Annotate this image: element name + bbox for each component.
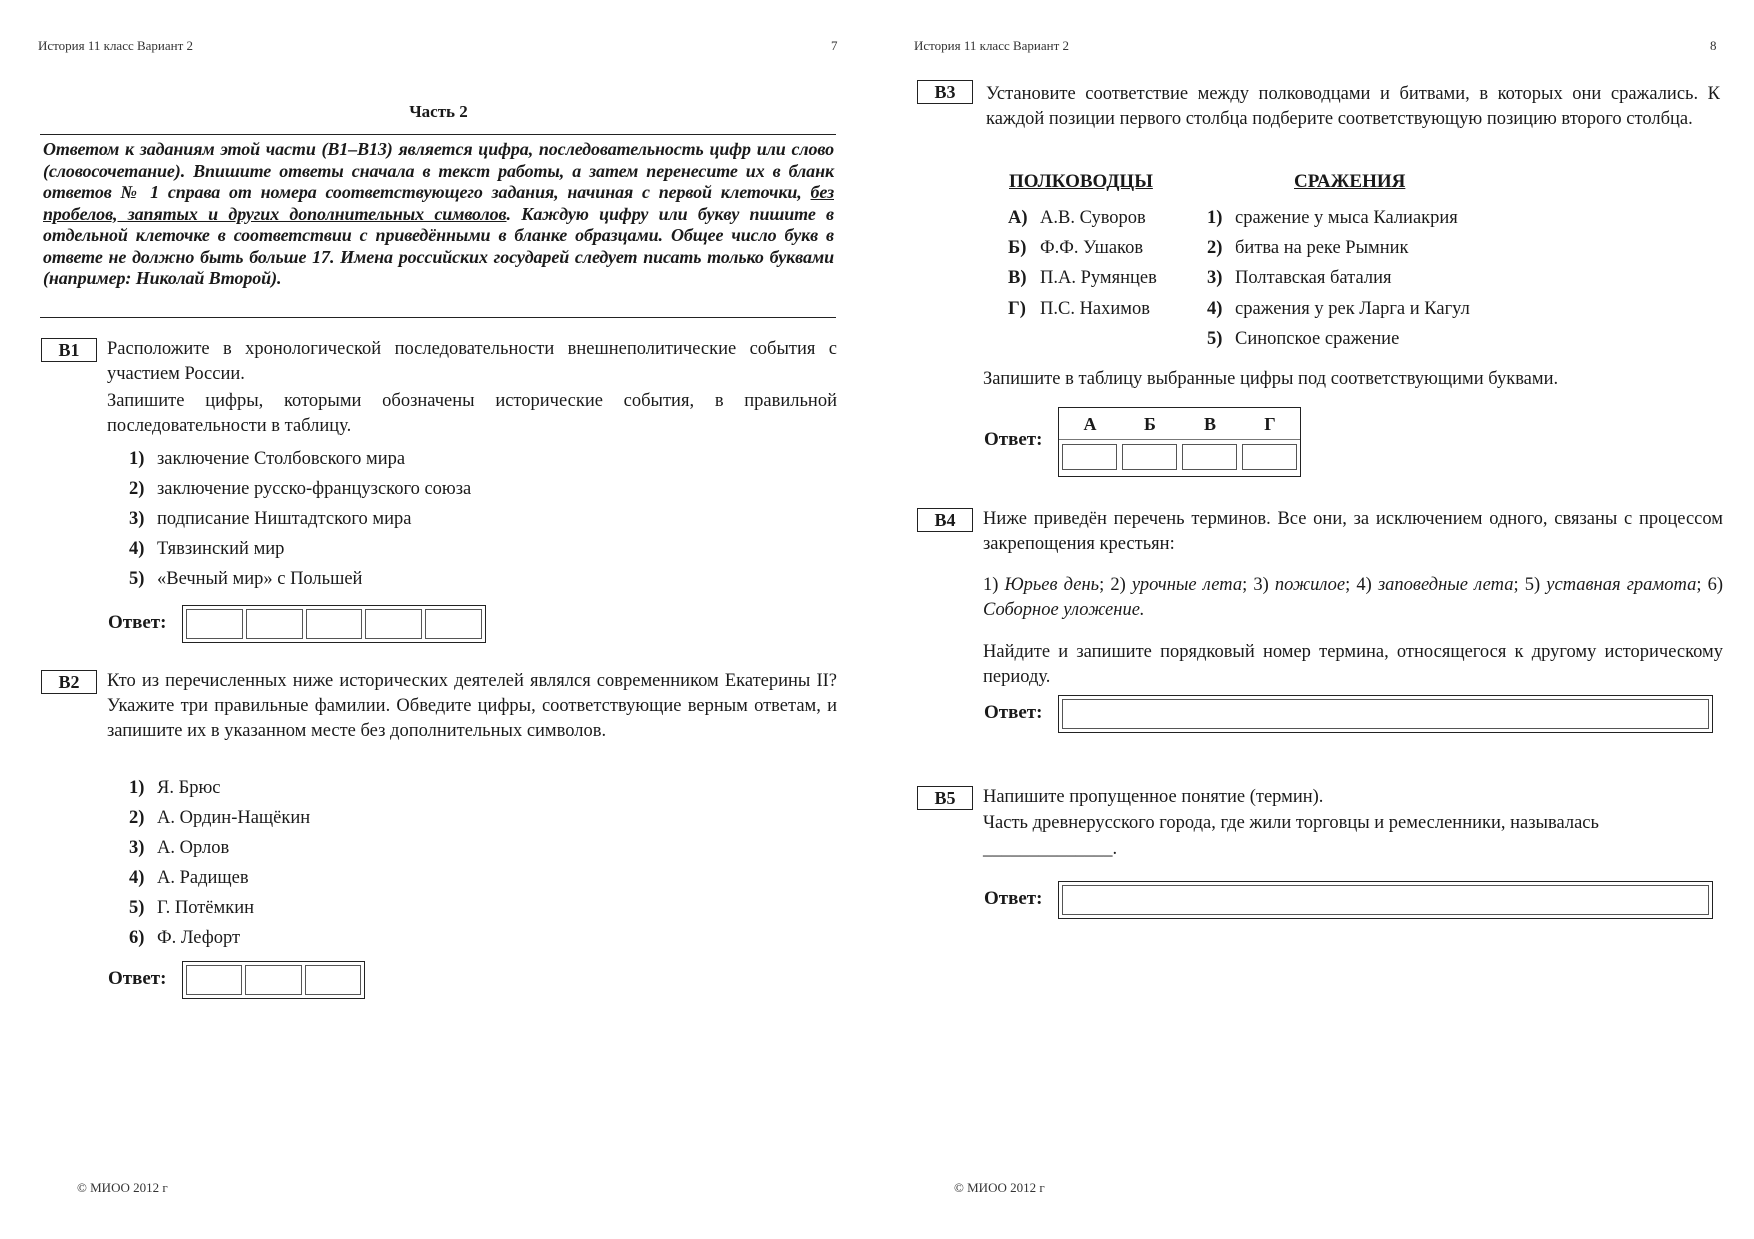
part-instructions: Ответом к заданиям этой части (В1–В13) является цифра, последовательность цифр или слово (словосочетание). Впишите ответы сначала в текст работы, а затем перенесите их в бланк ответов № 1 справа от номера соответствующего задания, начиная с первой клеточки, без пробелов, запятых и других дополнительных символов. Каждую цифру или букву пишите в отдельной клеточке в соответствии с приведёнными в бланке образцами. Общее число букв в ответе не должно быть больше 17. Имена российских государей следует писать только буквами (например: Николай Второй). — [43, 139, 834, 288]
b1-text-1: Расположите в хронологической последовательности внешнеполитические события с участием России. — [107, 339, 837, 384]
b3-column-commanders: ПОЛКОВОДЦЫ — [1009, 171, 1153, 192]
answer-cell[interactable] — [306, 609, 363, 639]
b5-blank: ______________. — [983, 839, 1118, 859]
task-badge-b4: В4 — [917, 508, 973, 532]
page-header: История 11 класс Вариант 2 — [38, 38, 194, 53]
b3-battle: 1) сражение у мыса Калиакрия — [1207, 208, 1458, 228]
page-number: 7 — [831, 38, 838, 53]
list-item: 2) заключение русско-французского союза — [129, 479, 472, 499]
part-title: Часть 2 — [409, 102, 468, 121]
list-item: 5) Г. Потёмкин — [129, 898, 255, 918]
divider — [40, 317, 836, 318]
b3-commander: Б) Ф.Ф. Ушаков — [1008, 238, 1144, 258]
answer-cell[interactable] — [1182, 444, 1237, 470]
b5-text-2: Часть древнерусского города, где жили торговцы и ремесленники, называлась — [983, 813, 1599, 833]
answer-cell[interactable] — [1062, 444, 1117, 470]
b1-options — [129, 444, 471, 594]
page-right — [877, 0, 1754, 1239]
b3-battle: 5) Синопское сражение — [1207, 329, 1400, 349]
b3-battle: 4) сражения у рек Ларга и Кагул — [1207, 299, 1470, 319]
b4-terms: 1) Юрьев день; 2) урочные лета; 3) пожилое; 4) заповедные лета; 5) уставная грамота; 6) Соборное уложение. — [983, 575, 1724, 620]
list-item: 1) заключение Столбовского мира — [129, 449, 406, 469]
divider — [40, 134, 836, 135]
b3-column-battles: СРАЖЕНИЯ — [1294, 171, 1406, 192]
answer-label: Ответ: — [984, 702, 1043, 723]
task-badge-b1: В1 — [41, 338, 97, 362]
answer-label: Ответ: — [984, 888, 1043, 909]
b3-text: Установите соответствие между полководцами и битвами, в которых они сражались. К каждой позиции первого столбца подберите соответствующую позицию второго столбца. — [986, 84, 1720, 129]
b3-commander: А) А.В. Суворов — [1008, 208, 1146, 228]
answer-label: Ответ: — [108, 612, 167, 633]
page-number: 8 — [1710, 38, 1717, 53]
b3-battle: 3) Полтавская баталия — [1207, 268, 1392, 288]
table-header-b: Б — [1144, 414, 1156, 434]
b1-text-2: Запишите цифры, которыми обозначены исторические события, в правильной последовательности в таблицу. — [107, 391, 837, 436]
b1-answer-input[interactable] — [182, 605, 486, 643]
page-footer: © МИОО 2012 г — [77, 1180, 168, 1195]
list-item: 1) Я. Брюс — [129, 778, 221, 798]
answer-label: Ответ: — [984, 429, 1043, 450]
answer-cell[interactable] — [365, 609, 422, 639]
b2-options — [129, 773, 310, 953]
answer-field[interactable] — [1062, 699, 1709, 729]
b3-commander: В) П.А. Румянцев — [1008, 268, 1157, 288]
list-item: 3) А. Орлов — [129, 838, 230, 858]
list-item: 4) А. Радищев — [129, 868, 249, 888]
list-item: 4) Тявзинский мир — [129, 539, 285, 559]
answer-cell[interactable] — [1242, 444, 1297, 470]
b4-text: Ниже приведён перечень терминов. Все они, за исключением одного, связаны с процессом закрепощения крестьян: — [983, 509, 1723, 554]
b2-text: Кто из перечисленных ниже исторических деятелей являлся современником Екатерины II? Укажите три правильные фамилии. Обведите цифры, соответствующие верным ответам, и запишите их в указанном месте без дополнительных символов. — [107, 671, 837, 741]
answer-field[interactable] — [1062, 885, 1709, 915]
page-header: История 11 класс Вариант 2 — [914, 38, 1070, 53]
answer-cell[interactable] — [186, 609, 243, 639]
b3-battle: 2) битва на реке Рымник — [1207, 238, 1409, 258]
b2-answer-input[interactable] — [182, 961, 365, 999]
task-badge-b2: В2 — [41, 670, 97, 694]
b3-instruction: Запишите в таблицу выбранные цифры под соответствующими буквами. — [983, 369, 1559, 389]
answer-cell[interactable] — [1122, 444, 1177, 470]
b5-answer-input[interactable] — [1058, 881, 1713, 919]
answer-label: Ответ: — [108, 968, 167, 989]
task-badge-b5: В5 — [917, 786, 973, 810]
b4-answer-input[interactable] — [1058, 695, 1713, 733]
answer-cell[interactable] — [305, 965, 361, 995]
list-item: 2) А. Ордин-Нащёкин — [129, 808, 311, 828]
table-header-v: В — [1203, 414, 1216, 434]
b4-task: Найдите и запишите порядковый номер термина, относящегося к другому историческому периоду. — [983, 642, 1723, 687]
answer-cell[interactable] — [246, 609, 303, 639]
page-footer: © МИОО 2012 г — [954, 1180, 1045, 1195]
table-header-a: А — [1083, 414, 1097, 434]
answer-cell[interactable] — [425, 609, 482, 639]
b3-commander: Г) П.С. Нахимов — [1008, 299, 1150, 319]
list-item: 5) «Вечный мир» с Польшей — [129, 569, 363, 589]
b3-answer-table[interactable] — [1058, 407, 1301, 477]
table-header-g: Г — [1264, 414, 1276, 434]
task-badge-b3: В3 — [917, 80, 973, 104]
list-item: 6) Ф. Лефорт — [129, 928, 241, 948]
answer-cell[interactable] — [186, 965, 242, 995]
list-item: 3) подписание Ништадтского мира — [129, 509, 412, 529]
answer-cell[interactable] — [245, 965, 301, 995]
b5-text-1: Напишите пропущенное понятие (термин). — [983, 787, 1324, 807]
table-divider — [1059, 439, 1300, 440]
